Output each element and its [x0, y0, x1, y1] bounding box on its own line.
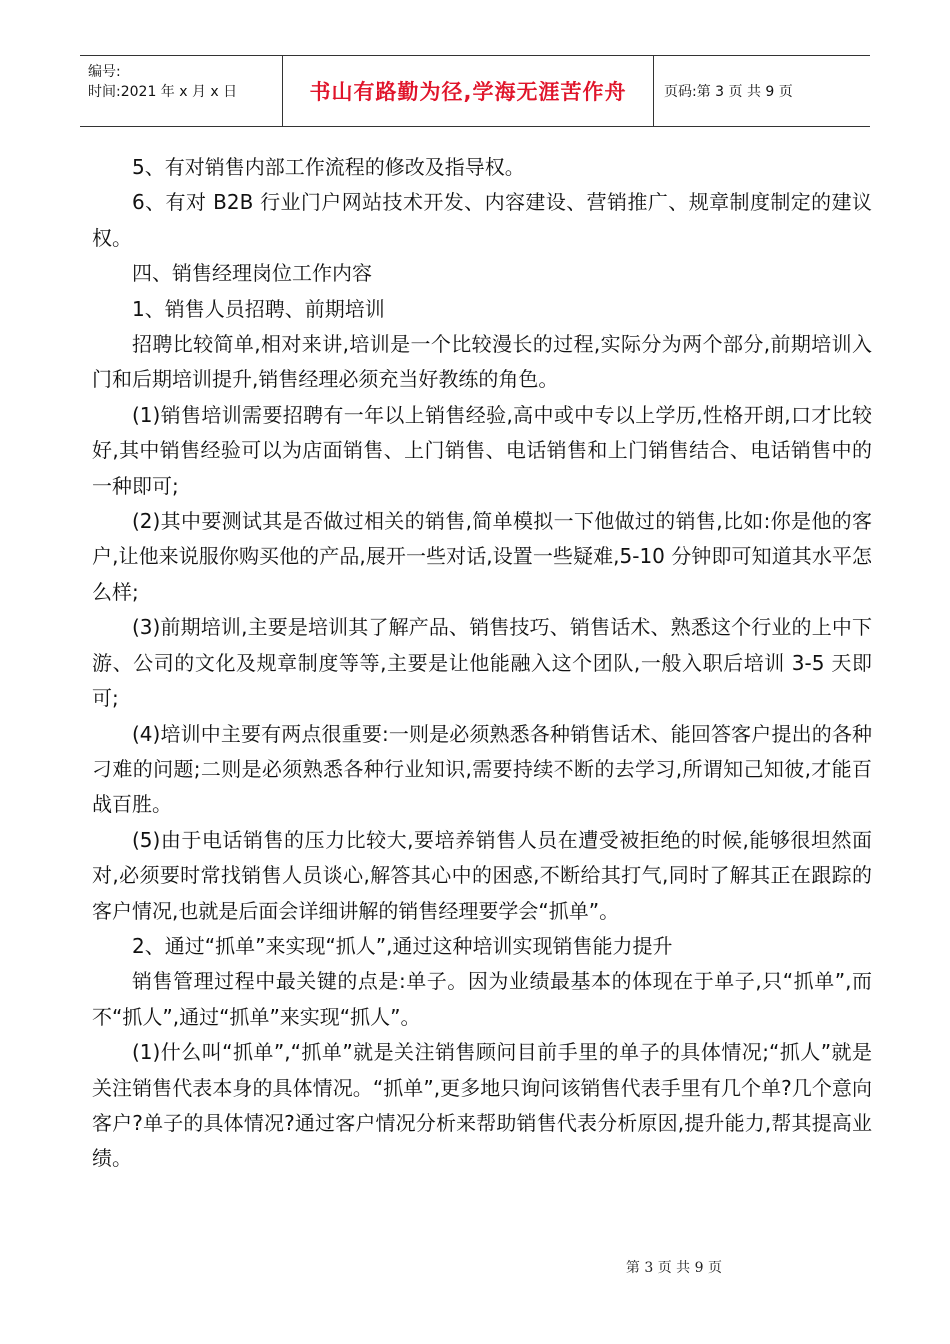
page-header: [80, 55, 870, 127]
paragraph: (2)其中要测试其是否做过相关的销售,简单模拟一下他做过的销售,比如:你是他的客户,让他来说服你购买他的产品,展开一些对话,设置一些疑难,5-10 分钟即可知道其水平怎么样;: [92, 509, 872, 604]
paragraph: 招聘比较简单,相对来讲,培训是一个比较漫长的过程,实际分为两个部分,前期培训入门和后期培训提升,销售经理必须充当好教练的角色。: [92, 332, 872, 392]
document-time-label: 时间:2021 年 x 月 x 日: [88, 84, 238, 100]
paragraph: (4)培训中主要有两点很重要:一则是必须熟悉各种销售话术、能回答客户提出的各种刁难的问题;二则是必须熟悉各种行业知识,需要持续不断的去学习,所谓知己知彼,才能百战百胜。: [92, 721, 872, 817]
header-page-info: 页码:第 3 页 共 9 页: [664, 84, 793, 100]
paragraph: 销售管理过程中最关键的点是:单子。因为业绩最基本的体现在于单子,只“抓单”,而不“抓人”,通过“抓单”来实现“抓人”。: [92, 969, 872, 1029]
paragraph: (5)由于电话销售的压力比较大,要培养销售人员在遭受被拒绝的时候,能够很坦然面对,必须要时常找销售人员谈心,解答其心中的困惑,不断给其打气,同时了解其正在跟踪的客户情况,也就是后面会详细讲解的销售经理要学会“抓单”。: [92, 827, 872, 923]
paragraph: (1)什么叫“抓单”,“抓单”就是关注销售顾问目前手里的单子的具体情况;“抓人”就是关注销售代表本身的具体情况。“抓单”,更多地只询问该销售代表手里有几个单?几个意向客户?单子的具体情况?通过客户情况分析来帮助销售代表分析原因,提升能力,帮其提高业绩。: [92, 1040, 872, 1171]
document-body: [92, 150, 872, 1177]
document-number-label: 编号:: [88, 64, 121, 80]
paragraph: (1)销售培训需要招聘有一年以上销售经验,高中或中专以上学历,性格开朗,口才比较好,其中销售经验可以为店面销售、上门销售、电话销售和上门销售结合、电话销售中的一种即可;: [92, 402, 872, 498]
paragraph: (3)前期培训,主要是培训其了解产品、销售技巧、销售话术、熟悉这个行业的上中下游、公司的文化及规章制度等等,主要是让他能融入这个团队,一般入职后培训 3-5 天即可;: [92, 615, 872, 711]
subsection-heading: 2、通过“抓单”来实现“抓人”,通过这种培训实现销售能力提升: [132, 933, 673, 958]
page-footer: 第 3 页 共 9 页: [625, 1260, 722, 1276]
paragraph: 6、有对 B2B 行业门户网站技术开发、内容建设、营销推广、规章制度制定的建议权。: [92, 190, 872, 250]
header-motto: 书山有路勤为径,学海无涯苦作舟: [282, 56, 654, 126]
section-heading: 四、销售经理岗位工作内容: [132, 261, 372, 286]
paragraph: 5、有对销售内部工作流程的修改及指导权。: [132, 155, 525, 179]
header-meta: [80, 56, 282, 126]
subsection-heading: 1、销售人员招聘、前期培训: [132, 296, 385, 321]
